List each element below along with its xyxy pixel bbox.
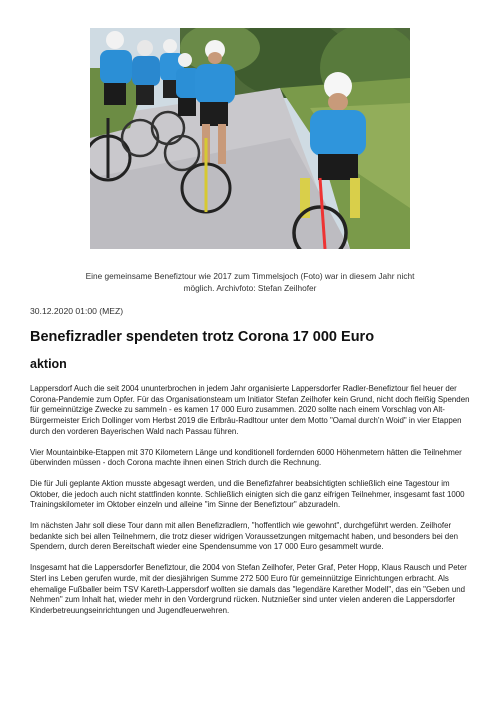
article-paragraph: Im nächsten Jahr soll diese Tour dann mit allen Benefizradlern, "hoffentlich wie gewohnt", durchgeführt werden. Zeilhofer bedankte sich bei allen Teilnehmern, die trotz dieser widrigen Voraussetzungen mitgemacht haben, und besonders bei den Spendern, durch deren Bereitschaft wieder eine Spendensumme von 17 000 Euro gesammelt wurde. [30,521,458,552]
article-subhead: aktion [30,357,67,371]
caption-line-2: möglich. Archivfoto: Stefan Zeilhofer [183,283,317,293]
article-photo [90,28,410,249]
photo-caption [40,270,460,294]
cyclists-photo-illustration [90,28,410,249]
article-paragraph: Insgesamt hat die Lappersdorfer Benefiztour, die 2004 von Stefan Zeilhofer, Peter Graf, Peter Hopp, Klaus Rausch und Peter Sterl ins Leben gerufen wurde, mit der diesjährigen Summe 272 500 Euro für gemeinnützige Einrichtungen erbracht. Als ehemalige Fußballer beim TSV Kareth-Lappersdorf wollten sie damals das "legendäre Karether Modell", das ein "Geben und Nehmen" zum Inhalt hat, wieder mehr in den Vordergrund rücken. Nutznießer sind unter vielen anderen die Lappersdorfer Kinderbetreuungseinrichtungen und Jugendfeuerwehren. [30,563,467,615]
article-paragraph: Lappersdorf Auch die seit 2004 ununterbrochen in jedem Jahr organisierte Lappersdorfer Radler-Benefiztour fiel heuer der Corona-Pandemie zum Opfer. Für das Organisationsteam um Initiator Stefan Zeilhofer kein Grund, nicht doch fleißig Spenden für gemeinnützige Zwecke zu sammeln - es kamen 17 000 Euro zusammen. 2020 sollte nach einem Vorschlag von Alt-Bürgermeister Erich Dollinger vom Herbst 2019 die Erlbräu-Radltour unter dem Motto "Oamal durch'n Woid" in vier Etappen durch den vorderen Bayerischen Wald nach Passau führen. [30,384,470,436]
article-dateline: 30.12.2020 01:00 (MEZ) [30,306,124,316]
article-paragraph: Vier Mountainbike-Etappen mit 370 Kilometern Länge und konditionell fordernden 6000 Höhenmetern hätten die Teilnehmer überwinden müssen - doch Corona machte ihnen einen Strich durch die Rechnung. [30,447,462,468]
article-paragraph: Die für Juli geplante Aktion musste abgesagt werden, und die Benefizfahrer beabsichtigten schließlich eine Tagestour im Oktober, die jedoch auch nicht stattfinden konnte. Schließlich einigten sich die ganz eifrigen Teilnehmer, insgesamt fast 1000 Trainingskilometer im Oktober einzeln und alleine "im Sinne der Benefiztour" abzuradeln. [30,478,465,510]
article-headline: Benefizradler spendeten trotz Corona 17 000 Euro [30,329,375,345]
article-body [30,384,473,627]
caption-line-1: Eine gemeinsame Benefiztour wie 2017 zum Timmelsjoch (Foto) war in diesem Jahr nicht [85,271,415,281]
